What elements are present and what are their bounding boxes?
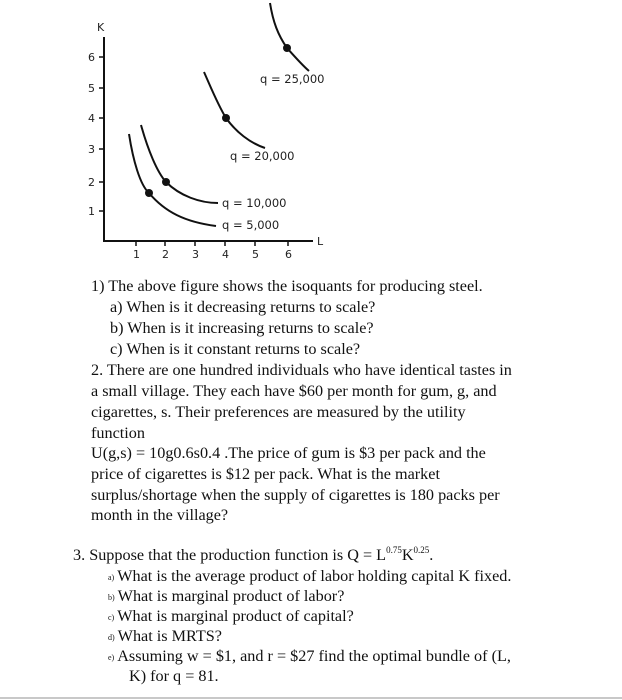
isoquant-q5000 — [129, 134, 216, 226]
question-1c: c) When is it constant returns to scale? — [110, 340, 361, 358]
question-2-line: function — [91, 424, 145, 442]
question-3b: b) What is marginal product of labor? — [108, 587, 345, 605]
question-1b: b) When is it increasing returns to scale? — [110, 319, 374, 337]
question-1a: a) When is it decreasing returns to scale? — [110, 298, 376, 316]
question-3a: a) What is the average product of labor holding capital K fixed. — [108, 567, 512, 585]
question-3e-continuation: K) for q = 81. — [129, 667, 219, 685]
label-q10000: q = 10,000 — [222, 196, 287, 210]
svg-text:2: 2 — [88, 176, 95, 189]
svg-text:6: 6 — [88, 51, 95, 64]
x-axis-label: L — [317, 235, 324, 248]
question-2-line: a small village. They each have $60 per month for gum, g, and — [91, 382, 497, 400]
svg-text:5: 5 — [88, 82, 95, 95]
question-2-line: cigarettes, s. Their preferences are measured by the utility — [91, 403, 466, 421]
question-3e: e) Assuming w = $1, and r = $27 find the optimal bundle of (L, — [108, 647, 511, 665]
isoquant-q20000 — [204, 72, 265, 148]
question-3-stem: 3. Suppose that the production function is $Q = L^{0.75}K^{0.25}$. — [73, 545, 434, 564]
question-1-stem: 1) The above figure shows the isoquants for producing steel. — [91, 277, 483, 295]
svg-text:1: 1 — [133, 248, 140, 261]
question-3d: d) What is MRTS? — [108, 627, 222, 645]
svg-text:3: 3 — [88, 143, 95, 156]
question-2-line: U(g,s) = 10g0.6s0.4 .The price of gum is $3 per pack and the — [91, 444, 486, 462]
question-2-line: surplus/shortage when the supply of cigarettes is 180 packs per — [91, 486, 500, 504]
y-tick-labels — [88, 51, 95, 218]
svg-text:2: 2 — [162, 248, 169, 261]
svg-text:5: 5 — [252, 248, 259, 261]
isoquant-chart — [0, 0, 622, 270]
question-2-line: price of cigarettes is $12 per pack. What is the market — [91, 465, 440, 483]
axes — [103, 37, 313, 242]
isoquant-figure — [0, 0, 622, 270]
label-q20000: q = 20,000 — [230, 149, 295, 163]
label-q5000: q = 5,000 — [222, 218, 280, 232]
marked-points — [145, 44, 291, 197]
svg-text:1: 1 — [88, 205, 95, 218]
isoquant-q25000 — [270, 3, 309, 71]
question-2-line: 2. There are one hundred individuals who have identical tastes in — [91, 361, 512, 379]
isoquant-curves — [129, 3, 309, 226]
svg-text:6: 6 — [285, 248, 292, 261]
svg-text:4: 4 — [222, 248, 229, 261]
bottom-divider — [0, 697, 622, 699]
question-3c: c) What is marginal product of capital? — [108, 607, 354, 625]
svg-text:3: 3 — [192, 248, 199, 261]
x-tick-labels — [133, 248, 292, 261]
y-axis-label: K — [97, 21, 105, 34]
question-2-line: month in the village? — [91, 506, 229, 524]
svg-text:4: 4 — [88, 112, 95, 125]
label-q25000: q = 25,000 — [260, 72, 325, 86]
